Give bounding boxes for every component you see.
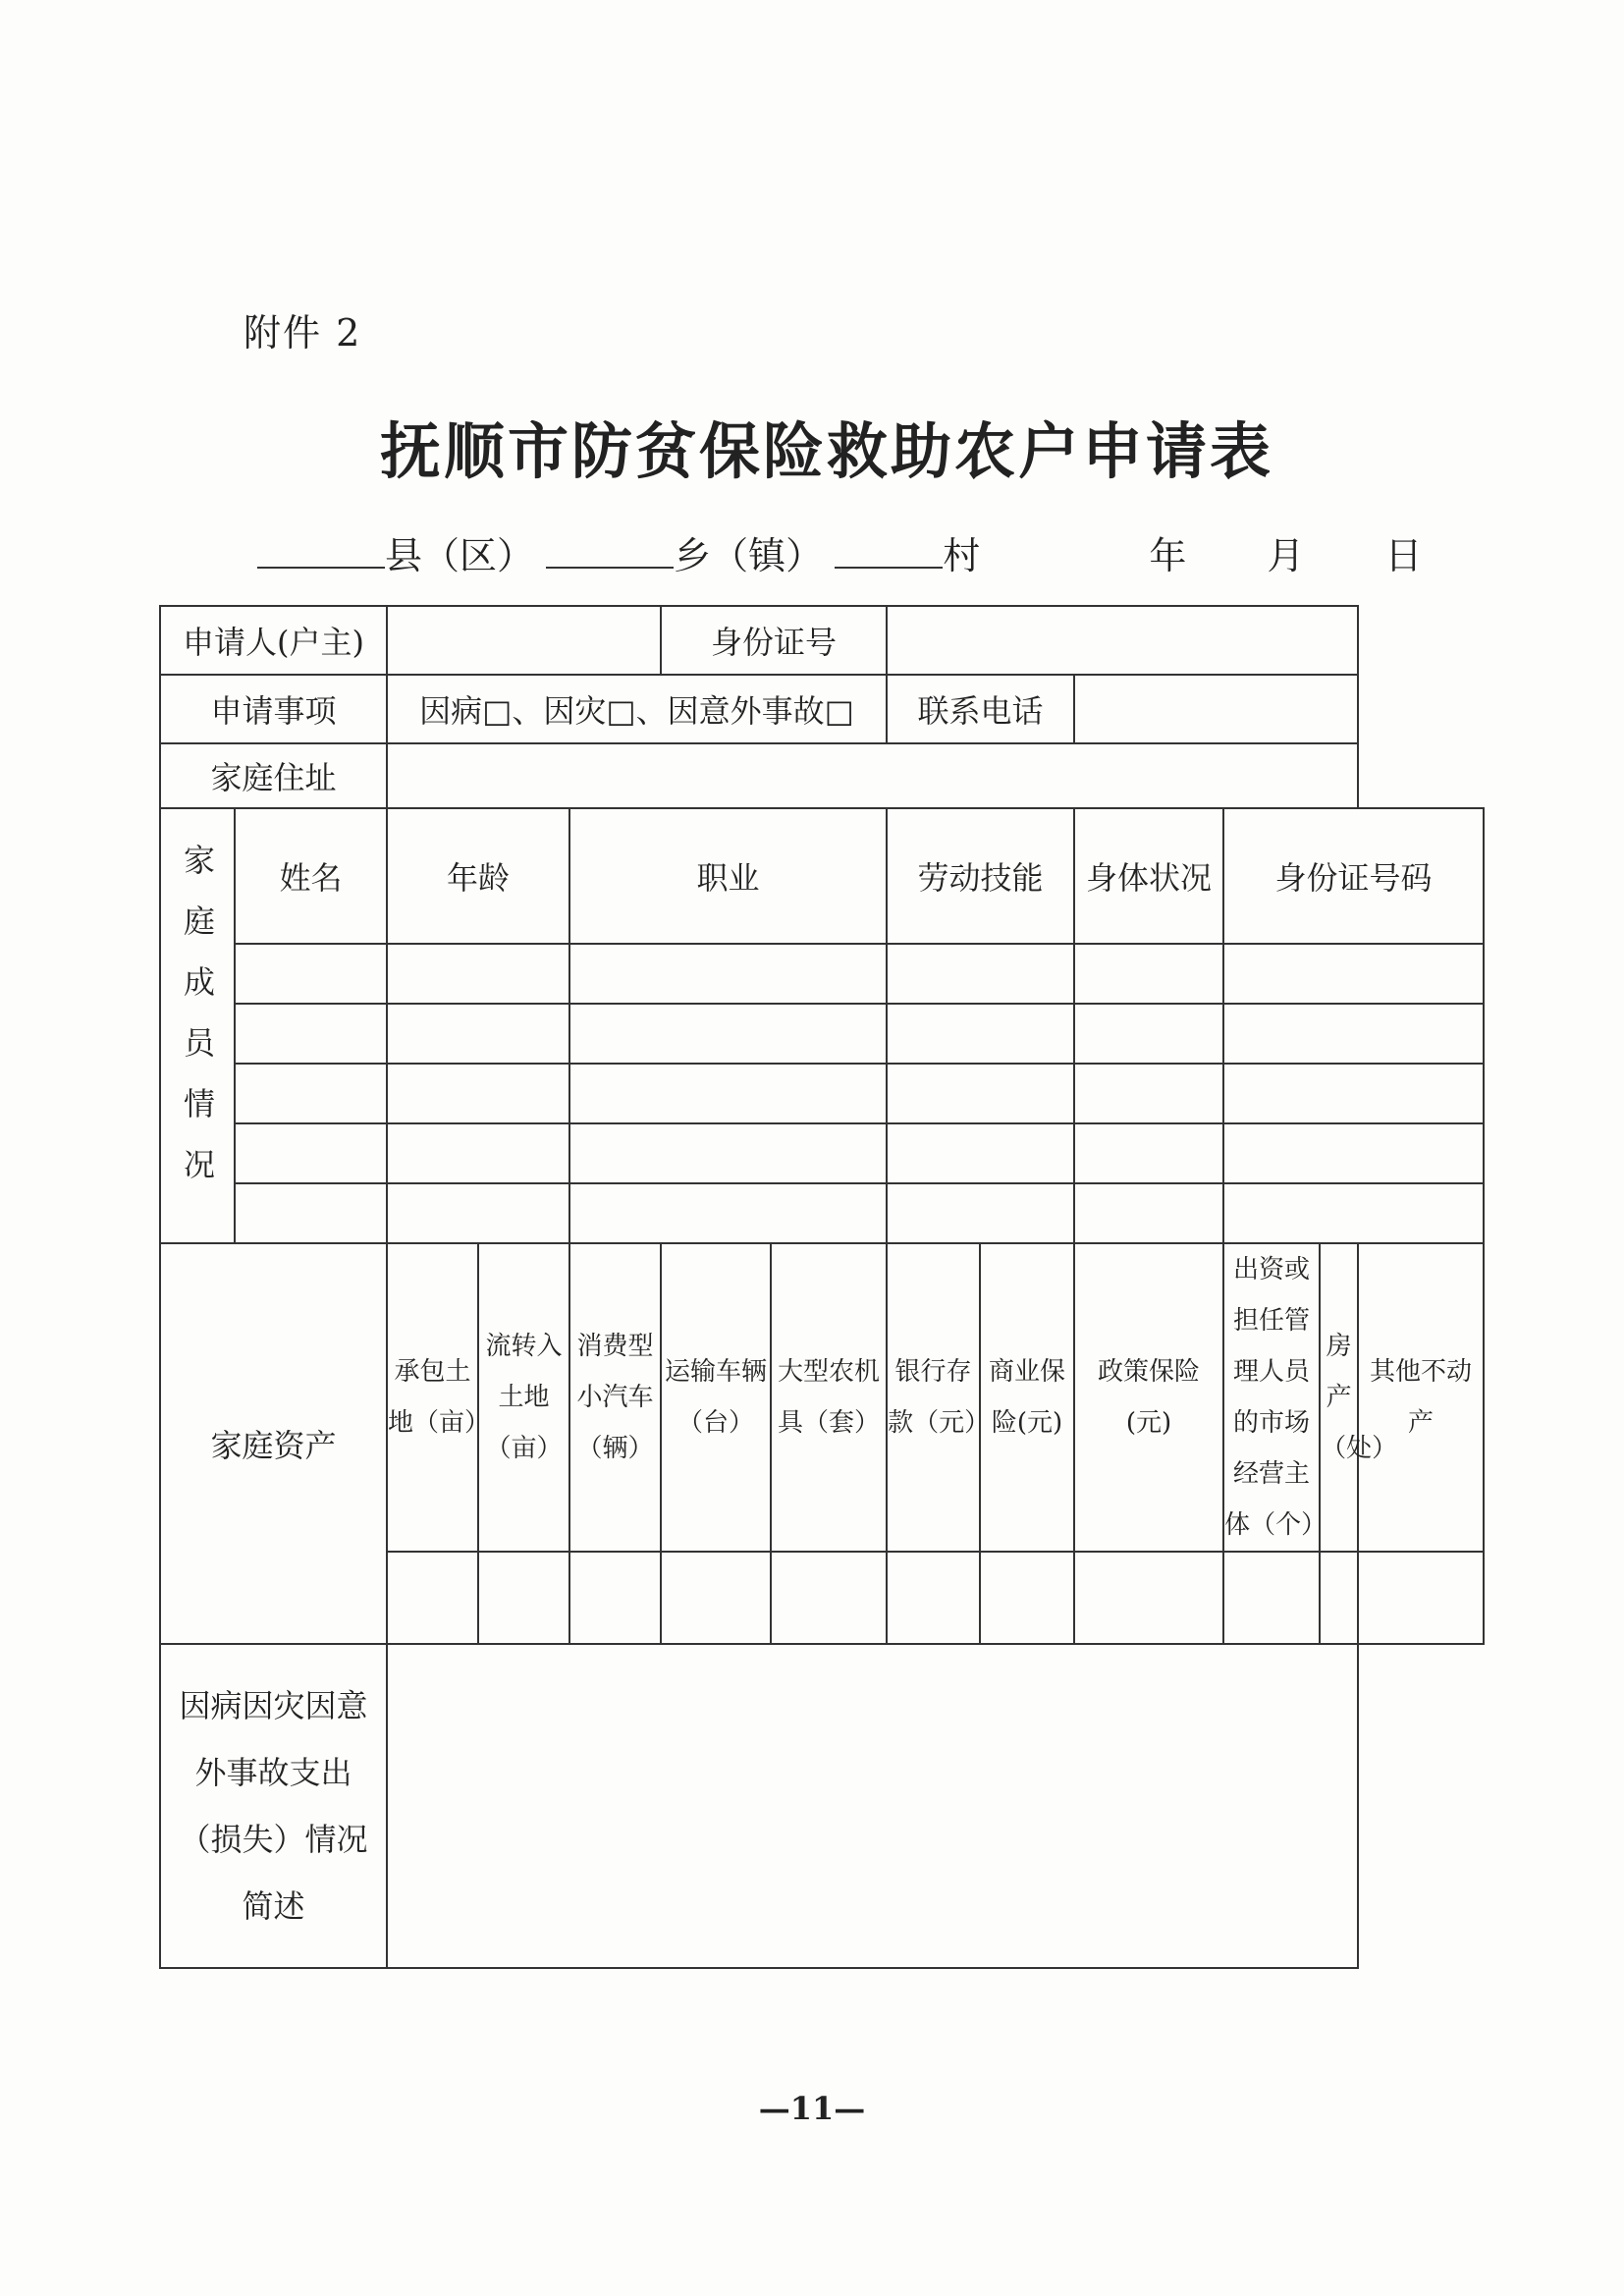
township-label: 乡（镇） bbox=[674, 534, 824, 577]
id-number-label: 身份证号 bbox=[661, 606, 887, 675]
family-row bbox=[160, 1064, 1484, 1123]
family-header-name: 姓名 bbox=[235, 808, 387, 944]
asset-header-deposit: 银行存款（元） bbox=[887, 1243, 980, 1552]
family-cell[interactable] bbox=[387, 1064, 569, 1123]
applicant-label: 申请人(户主) bbox=[160, 606, 387, 675]
family-cell[interactable] bbox=[387, 1183, 569, 1243]
family-cell[interactable] bbox=[569, 1004, 887, 1064]
asset-header-transferred-land: 流转入土地（亩） bbox=[478, 1243, 569, 1552]
family-cell[interactable] bbox=[235, 1183, 387, 1243]
family-cell[interactable] bbox=[387, 1004, 569, 1064]
county-label: 县（区） bbox=[385, 534, 535, 577]
family-cell[interactable] bbox=[235, 1064, 387, 1123]
family-row bbox=[160, 1183, 1484, 1243]
page-number: —11— bbox=[758, 2090, 866, 2127]
year-label: 年 bbox=[1149, 534, 1187, 577]
village-blank[interactable] bbox=[835, 533, 943, 569]
family-header-id: 身份证号码 bbox=[1223, 808, 1484, 944]
family-cell[interactable] bbox=[887, 1064, 1074, 1123]
family-cell[interactable] bbox=[235, 1004, 387, 1064]
family-row bbox=[160, 944, 1484, 1004]
family-cell[interactable] bbox=[887, 1004, 1074, 1064]
family-cell[interactable] bbox=[1074, 1183, 1223, 1243]
county-blank[interactable] bbox=[257, 533, 385, 569]
family-cell[interactable] bbox=[569, 1064, 887, 1123]
family-cell[interactable] bbox=[1074, 1004, 1223, 1064]
address-field[interactable] bbox=[387, 743, 1358, 808]
asset-header-other-property: 其他不动产 bbox=[1358, 1243, 1484, 1552]
matter-options[interactable]: 因病□、因灾□、因意外事故□ bbox=[387, 675, 887, 743]
family-cell[interactable] bbox=[887, 1123, 1074, 1183]
village-label: 村 bbox=[943, 534, 981, 577]
asset-cell[interactable] bbox=[387, 1552, 478, 1644]
day-label: 日 bbox=[1384, 534, 1423, 577]
family-cell[interactable] bbox=[569, 944, 887, 1004]
asset-cell[interactable] bbox=[887, 1552, 980, 1644]
family-cell[interactable] bbox=[1074, 944, 1223, 1004]
family-cell[interactable] bbox=[1223, 1004, 1484, 1064]
assets-label: 家庭资产 bbox=[160, 1243, 387, 1644]
application-form-table bbox=[159, 605, 1485, 1969]
family-header-health: 身体状况 bbox=[1074, 808, 1223, 944]
family-cell[interactable] bbox=[235, 944, 387, 1004]
family-cell[interactable] bbox=[387, 1123, 569, 1183]
family-cell[interactable] bbox=[1074, 1064, 1223, 1123]
township-blank[interactable] bbox=[546, 533, 674, 569]
asset-header-house: 房产（处） bbox=[1320, 1243, 1358, 1552]
family-cell[interactable] bbox=[569, 1123, 887, 1183]
applicant-field[interactable] bbox=[387, 606, 661, 675]
asset-header-machinery: 大型农机具（套） bbox=[771, 1243, 887, 1552]
month-label: 月 bbox=[1267, 534, 1305, 577]
asset-cell[interactable] bbox=[980, 1552, 1074, 1644]
family-cell[interactable] bbox=[887, 944, 1074, 1004]
family-header-occupation: 职业 bbox=[569, 808, 887, 944]
family-members-label: 家庭成员情况 bbox=[160, 808, 235, 1243]
expense-label: 因病因灾因意外事故支出（损失）情况简述 bbox=[160, 1644, 387, 1968]
family-cell[interactable] bbox=[235, 1123, 387, 1183]
family-cell[interactable] bbox=[887, 1183, 1074, 1243]
form-title: 抚顺市防贫保险救助农户申请表 bbox=[379, 415, 1273, 487]
family-row bbox=[160, 1004, 1484, 1064]
asset-header-contract-land: 承包土地（亩） bbox=[387, 1243, 478, 1552]
family-header-skill: 劳动技能 bbox=[887, 808, 1074, 944]
asset-cell[interactable] bbox=[1320, 1552, 1358, 1644]
family-cell[interactable] bbox=[1223, 1123, 1484, 1183]
family-header-age: 年龄 bbox=[387, 808, 569, 944]
asset-header-transport: 运输车辆（台） bbox=[661, 1243, 771, 1552]
asset-cell[interactable] bbox=[569, 1552, 661, 1644]
asset-header-business-entity: 出资或担任管理人员的市场经营主体（个） bbox=[1223, 1243, 1320, 1552]
phone-field[interactable] bbox=[1074, 675, 1358, 743]
asset-cell[interactable] bbox=[771, 1552, 887, 1644]
location-line bbox=[257, 525, 1423, 579]
family-cell[interactable] bbox=[387, 944, 569, 1004]
id-number-field[interactable] bbox=[887, 606, 1358, 675]
asset-header-car: 消费型小汽车（辆） bbox=[569, 1243, 661, 1552]
asset-cell[interactable] bbox=[478, 1552, 569, 1644]
annex-label: 附件 2 bbox=[244, 311, 362, 355]
family-cell[interactable] bbox=[1223, 944, 1484, 1004]
asset-header-policy-insurance: 政策保险(元) bbox=[1074, 1243, 1223, 1552]
asset-cell[interactable] bbox=[1223, 1552, 1320, 1644]
asset-cell[interactable] bbox=[1358, 1552, 1484, 1644]
asset-cell[interactable] bbox=[1074, 1552, 1223, 1644]
asset-header-commercial-insurance: 商业保险(元) bbox=[980, 1243, 1074, 1552]
address-label: 家庭住址 bbox=[160, 743, 387, 808]
family-cell[interactable] bbox=[1074, 1123, 1223, 1183]
family-cell[interactable] bbox=[1223, 1183, 1484, 1243]
family-row bbox=[160, 1123, 1484, 1183]
family-cell[interactable] bbox=[1223, 1064, 1484, 1123]
phone-label: 联系电话 bbox=[887, 675, 1074, 743]
matter-label: 申请事项 bbox=[160, 675, 387, 743]
asset-cell[interactable] bbox=[661, 1552, 771, 1644]
family-cell[interactable] bbox=[569, 1183, 887, 1243]
expense-field[interactable] bbox=[387, 1644, 1358, 1968]
